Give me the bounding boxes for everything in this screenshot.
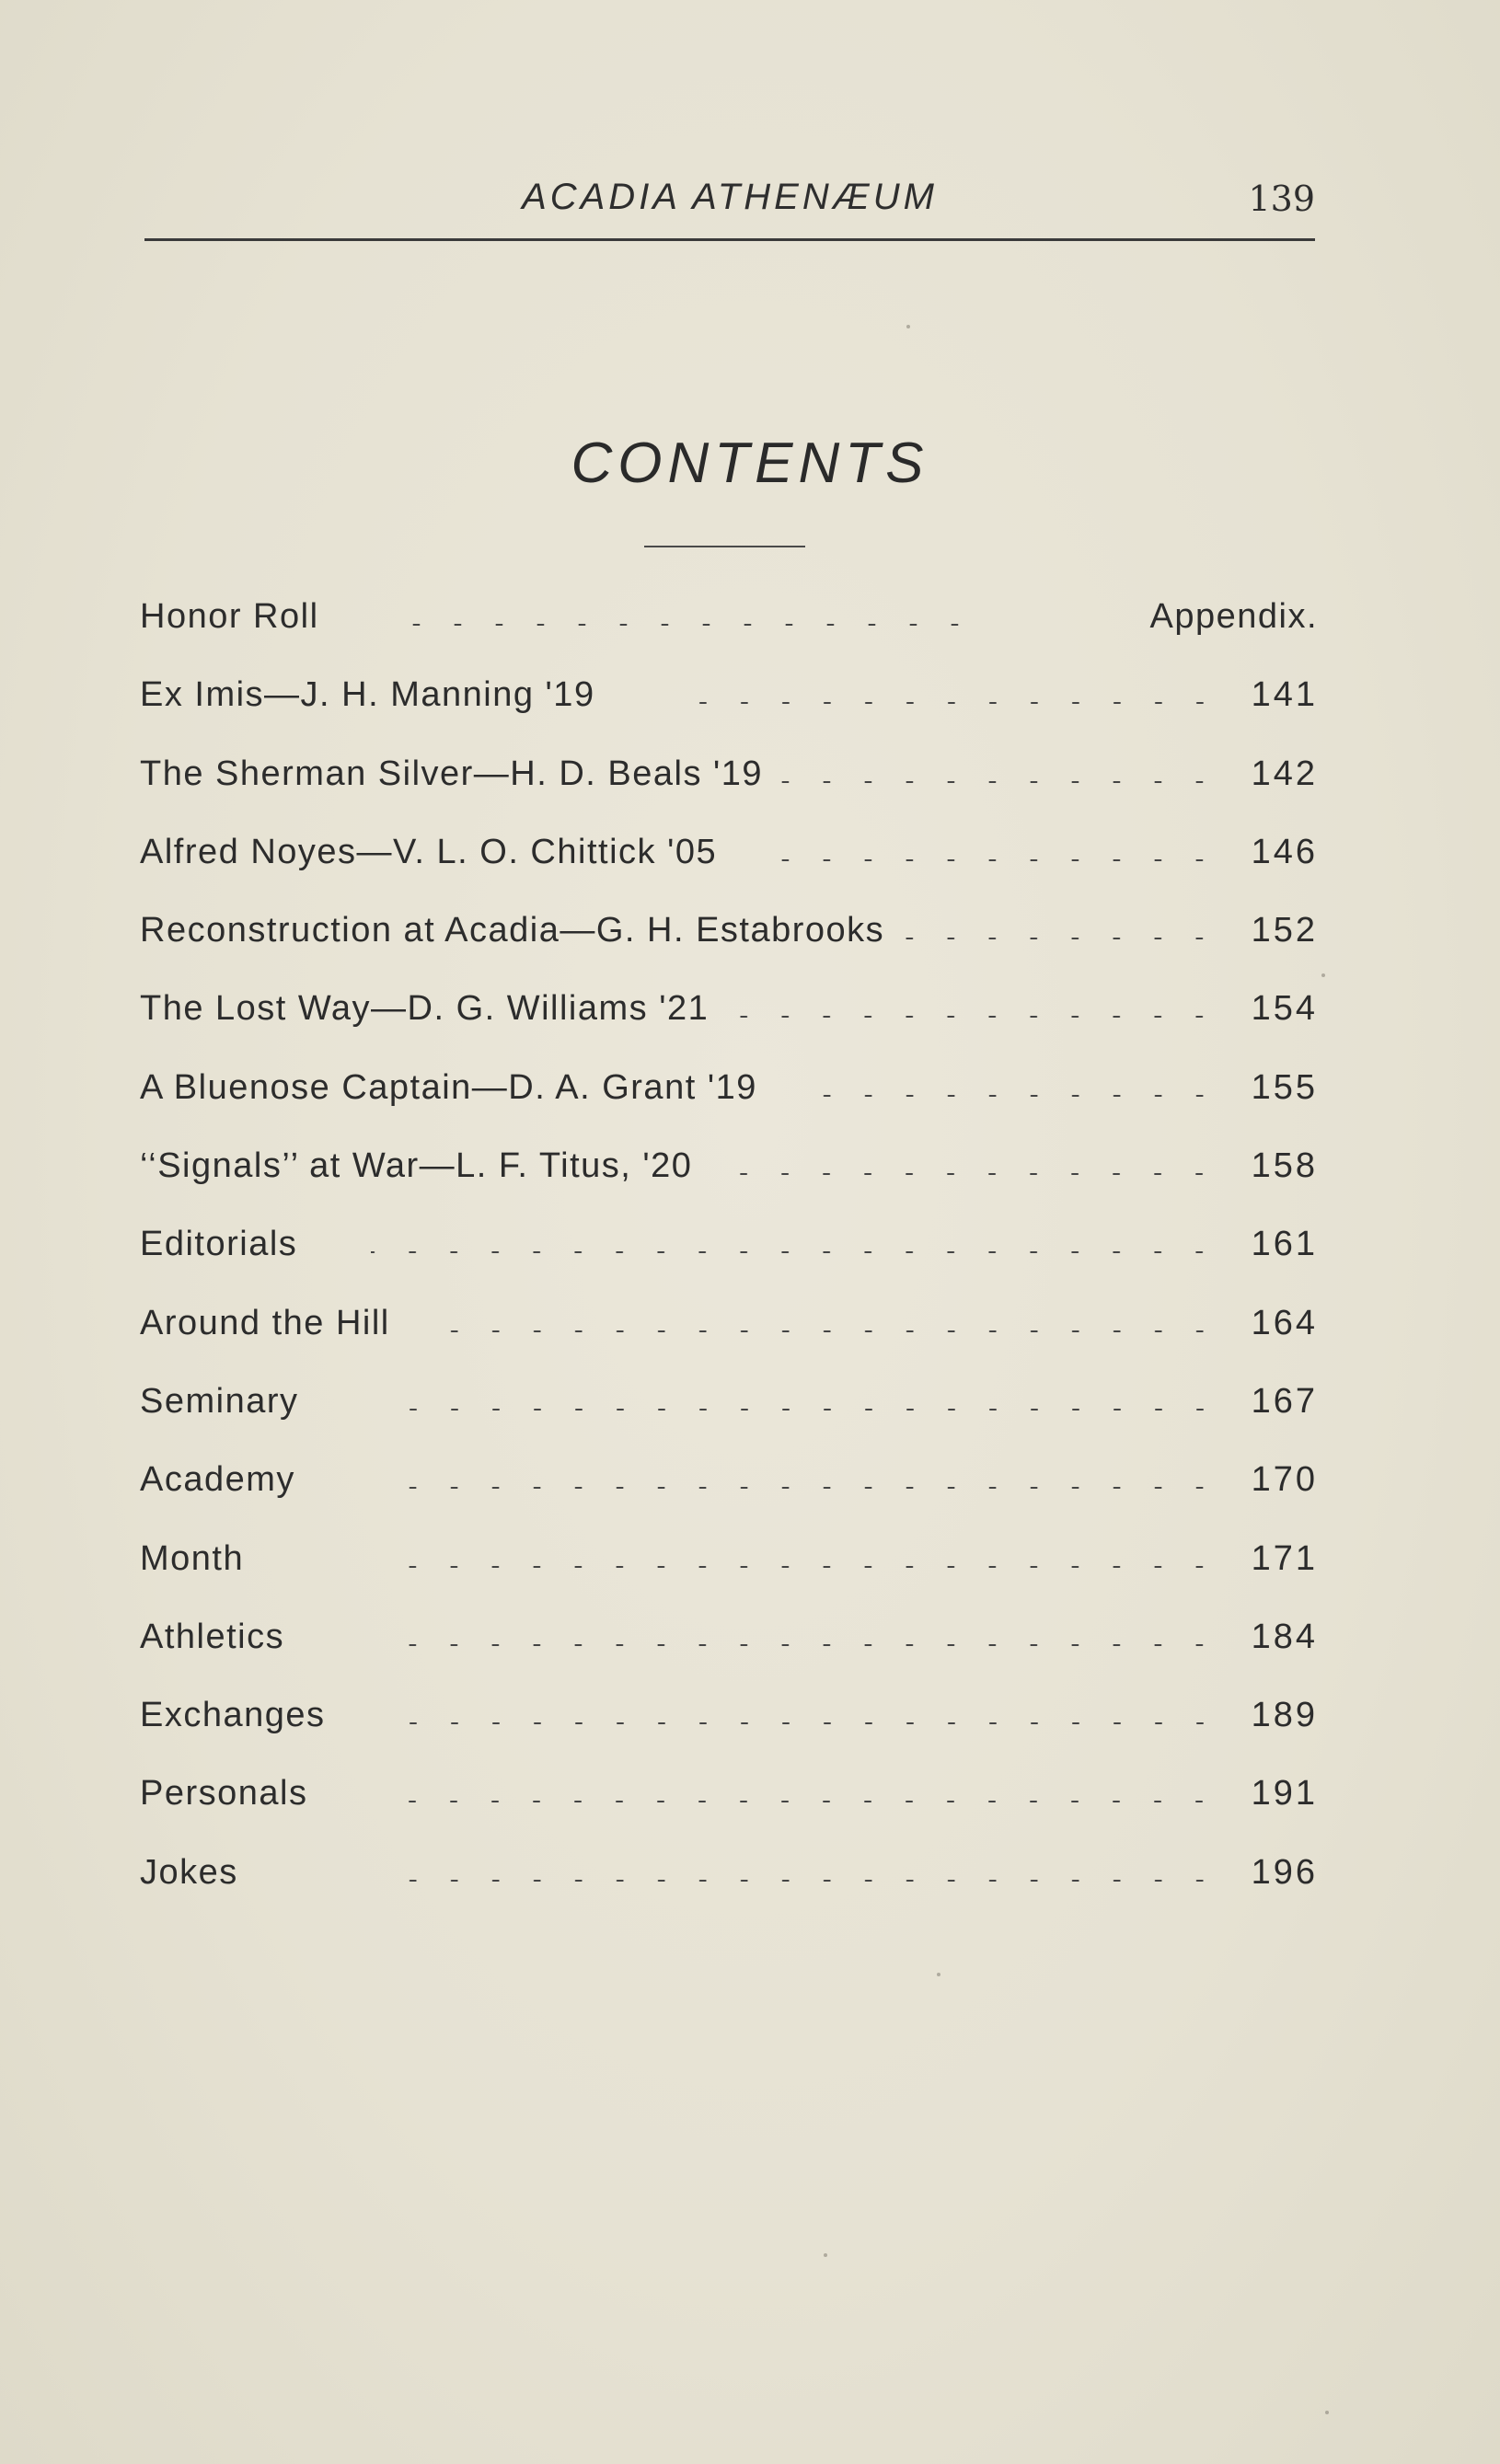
dot-leader	[399, 1705, 1220, 1742]
paper-speck	[824, 2253, 827, 2257]
toc-entry-honor-roll	[140, 593, 1318, 672]
dot-leader	[387, 1469, 1220, 1506]
toc-entry-alfred-noyes	[140, 829, 1318, 907]
toc-entry-title: Athletics	[140, 1617, 285, 1656]
page-number: 139	[1248, 178, 1315, 219]
dot-leader	[758, 842, 1220, 879]
dot-leader	[371, 1234, 1220, 1271]
toc-entry-title: Reconstruction at Acadia—G. H. Estabrooks	[140, 911, 885, 950]
toc-entry-page: 196	[1251, 1852, 1318, 1892]
toc-entry-title: Exchanges	[140, 1696, 326, 1735]
toc-entry-title: Jokes	[140, 1852, 238, 1892]
toc-entry-page: 142	[1251, 754, 1318, 793]
dot-leader	[731, 998, 1220, 1035]
toc-entry-title: Editorials	[140, 1225, 298, 1264]
contents-heading: CONTENTS	[571, 432, 929, 495]
paper-speck	[1325, 2411, 1329, 2414]
toc-entry-page: 154	[1251, 989, 1318, 1029]
toc-entry-month	[140, 1536, 1318, 1614]
toc-entry-page: 184	[1251, 1617, 1318, 1656]
dot-leader	[395, 1862, 1220, 1899]
toc-entry-page: Appendix.	[1149, 597, 1318, 636]
dot-leader	[822, 1077, 1220, 1114]
toc-entry-page: 141	[1251, 675, 1318, 715]
dot-leader	[407, 606, 975, 643]
toc-entry-page: 155	[1251, 1067, 1318, 1107]
toc-entry-jokes	[140, 1849, 1318, 1928]
header-rule	[144, 238, 1315, 241]
toc-entry-editorials	[140, 1221, 1318, 1299]
toc-entry-title: Month	[140, 1538, 245, 1578]
toc-entry-sherman-silver	[140, 751, 1318, 829]
toc-entry-page: 189	[1251, 1696, 1318, 1735]
dot-leader	[376, 1627, 1220, 1664]
toc-entry-page: 146	[1251, 832, 1318, 871]
toc-entry-reconstruction	[140, 907, 1318, 985]
toc-entry-title: Ex Imis—J. H. Manning '19	[140, 675, 595, 715]
toc-entry-ex-imis	[140, 672, 1318, 750]
toc-entry-page: 170	[1251, 1460, 1318, 1500]
paper-speck	[1321, 973, 1325, 977]
toc-entry-lost-way	[140, 985, 1318, 1064]
toc-entry-title: Around the Hill	[140, 1303, 390, 1342]
dot-leader	[391, 1391, 1221, 1428]
toc-entry-athletics	[140, 1614, 1318, 1692]
toc-entry-title: The Lost Way—D. G. Williams '21	[140, 989, 710, 1029]
toc-entry-page: 158	[1251, 1146, 1318, 1186]
running-title: ACADIA ATHENÆUM	[522, 177, 938, 217]
running-header	[144, 177, 1315, 241]
toc-entry-exchanges	[140, 1692, 1318, 1770]
toc-entry-title: Academy	[140, 1460, 295, 1500]
toc-entry-page: 164	[1251, 1303, 1318, 1342]
toc-entry-academy	[140, 1457, 1318, 1535]
paper-speck	[937, 1973, 940, 1976]
dot-leader	[720, 1156, 1220, 1192]
dot-leader	[897, 920, 1220, 957]
toc-entry-page: 161	[1251, 1225, 1318, 1264]
heading-rule	[644, 546, 805, 547]
toc-entry-personals	[140, 1770, 1318, 1848]
toc-entry-page: 152	[1251, 911, 1318, 950]
dot-leader	[687, 685, 1220, 721]
toc-entry-around-the-hill	[140, 1300, 1318, 1378]
toc-entry-title: Seminary	[140, 1381, 299, 1421]
toc-entry-seminary	[140, 1378, 1318, 1457]
dot-leader	[772, 764, 1220, 800]
toc-entry-page: 191	[1251, 1774, 1318, 1813]
toc-entry-title: Honor Roll	[140, 597, 319, 636]
paper-speck	[906, 325, 910, 328]
toc-entry-title: Alfred Noyes—V. L. O. Chittick '05	[140, 832, 718, 871]
dot-leader	[441, 1313, 1220, 1350]
dot-leader	[390, 1783, 1220, 1820]
toc-entry-title: ‘‘Signals’’ at War—L. F. Titus, '20	[140, 1146, 693, 1186]
toc-entry-signals-at-war	[140, 1143, 1318, 1221]
dot-leader	[382, 1549, 1220, 1585]
toc-entry-title: Personals	[140, 1774, 308, 1813]
toc-entry-page: 167	[1251, 1381, 1318, 1421]
toc-entry-title: A Bluenose Captain—D. A. Grant '19	[140, 1067, 757, 1107]
toc-entry-page: 171	[1251, 1538, 1318, 1578]
toc-entry-bluenose-captain	[140, 1065, 1318, 1143]
toc-entry-title: The Sherman Silver—H. D. Beals '19	[140, 754, 764, 793]
table-of-contents	[140, 593, 1318, 1928]
